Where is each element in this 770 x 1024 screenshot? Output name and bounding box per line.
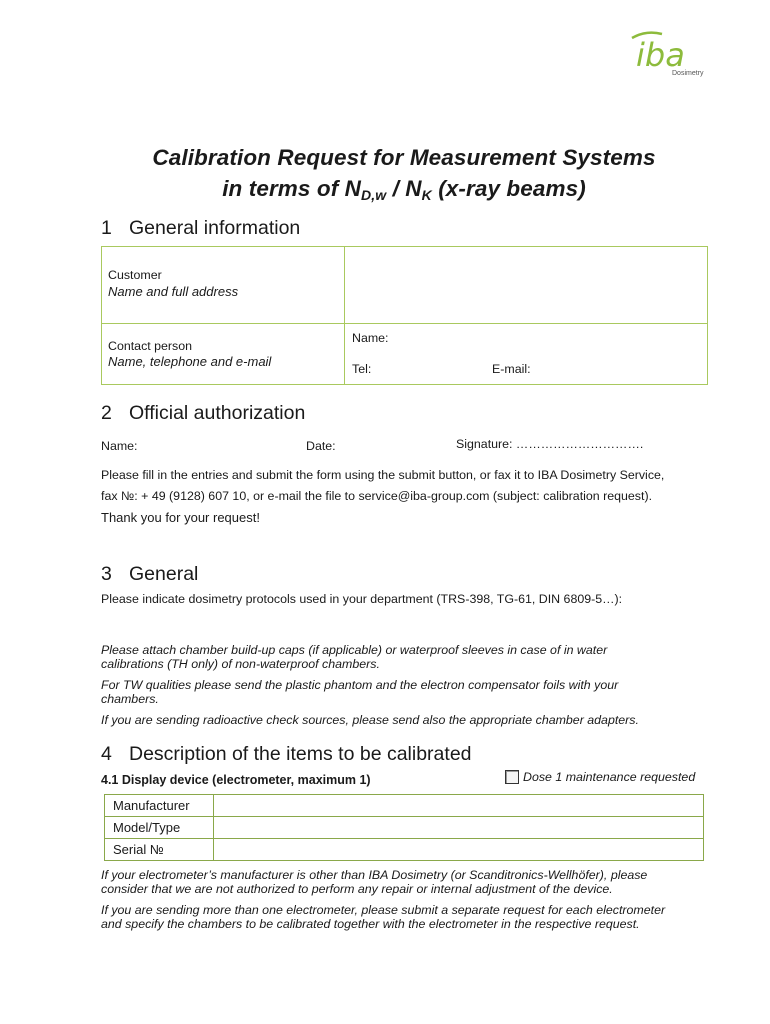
signature-label: Signature: …………………………. bbox=[456, 437, 644, 451]
contact-hint: Name, telephone and e-mail bbox=[108, 354, 272, 369]
dose1-maintenance-label: Dose 1 maintenance requested bbox=[523, 770, 696, 784]
table-row bbox=[105, 795, 703, 816]
auth-name-label: Name: bbox=[101, 439, 138, 453]
section-3-heading: 3 General bbox=[101, 563, 199, 585]
dose1-maintenance-checkbox[interactable] bbox=[505, 770, 519, 784]
note-manufacturer-line1: If your electrometer’s manufacturer is other than IBA Dosimetry (or Scanditronics-Wellhöfer), please bbox=[101, 868, 648, 882]
note-check-sources: If you are sending radioactive check sources, please send also the appropriate chamber adapters. bbox=[101, 713, 639, 727]
section-4-heading: 4 Description of the items to be calibrated bbox=[101, 743, 472, 765]
note-tw-qualities-line2: chambers. bbox=[101, 692, 159, 706]
table-row bbox=[105, 817, 703, 838]
logo-text: iba bbox=[636, 36, 685, 74]
logo-subtext: Dosimetry bbox=[672, 70, 704, 77]
iba-dosimetry-logo bbox=[628, 28, 708, 80]
section-1-heading: 1 General information bbox=[101, 217, 301, 239]
name-label: Name: bbox=[352, 331, 389, 345]
section-2-heading: 2 Official authorization bbox=[101, 402, 306, 424]
instructions-line2: fax №: + 49 (9128) 607 10, or e-mail the file to service@iba-group.com (subject: calibration request). bbox=[101, 489, 653, 503]
table-divider bbox=[344, 246, 345, 385]
note-multiple-electrometers-line1: If you are sending more than one electrometer, please submit a separate request for each electrometer bbox=[101, 903, 666, 917]
note-multiple-electrometers-line2: and specify the chambers to be calibrated together with the electrometer in the respective request. bbox=[101, 917, 640, 931]
contact-name-field[interactable] bbox=[392, 328, 700, 346]
customer-hint: Name and full address bbox=[108, 284, 239, 299]
model-type-field[interactable] bbox=[215, 818, 701, 837]
tel-field[interactable] bbox=[380, 358, 485, 376]
note-tw-qualities-line1: For TW qualities please send the plastic phantom and the electron compensator foils with your bbox=[101, 678, 619, 692]
note-build-up-caps-line1: Please attach chamber build-up caps (if applicable) or waterproof sleeves in case of in water bbox=[101, 643, 608, 657]
table-divider bbox=[101, 323, 708, 324]
electrometer-table bbox=[104, 794, 704, 861]
auth-name-field[interactable] bbox=[142, 436, 292, 452]
subsection-4-1-heading: 4.1 Display device (electrometer, maximum 1) bbox=[101, 773, 371, 787]
model-type-label: Model/Type bbox=[113, 820, 181, 835]
serial-number-field[interactable] bbox=[215, 840, 701, 859]
note-build-up-caps-line2: calibrations (TH only) of non-waterproof chambers. bbox=[101, 657, 380, 671]
instructions-line1: Please fill in the entries and submit the form using the submit button, or fax it to IBA Dosimetry Service, bbox=[101, 468, 665, 482]
tel-label: Tel: bbox=[352, 362, 372, 376]
auth-date-label: Date: bbox=[306, 439, 336, 453]
protocols-prompt: Please indicate dosimetry protocols used in your department (TRS-398, TG-61, DIN 6809-5…): bbox=[101, 592, 623, 606]
email-label: E-mail: bbox=[492, 362, 531, 376]
note-manufacturer-line2: consider that we are not authorized to perform any repair or internal adjustment of the device. bbox=[101, 882, 613, 896]
document-title-line2: in terms of $N_{D,w} / N_K$ (x-ray beams) bbox=[222, 176, 586, 203]
thank-you-text: Thank you for your request! bbox=[101, 510, 260, 525]
serial-number-label: Serial № bbox=[113, 842, 164, 857]
manufacturer-field[interactable] bbox=[215, 796, 701, 815]
customer-label: Customer bbox=[108, 268, 162, 282]
document-title-line1: Calibration Request for Measurement Systems bbox=[152, 145, 656, 170]
contact-label: Contact person bbox=[108, 339, 193, 353]
protocols-field[interactable] bbox=[101, 608, 701, 634]
auth-date-field[interactable] bbox=[340, 436, 440, 452]
table-row bbox=[105, 839, 703, 860]
customer-field[interactable] bbox=[346, 248, 704, 322]
email-field[interactable] bbox=[540, 358, 702, 376]
manufacturer-label: Manufacturer bbox=[113, 798, 190, 813]
